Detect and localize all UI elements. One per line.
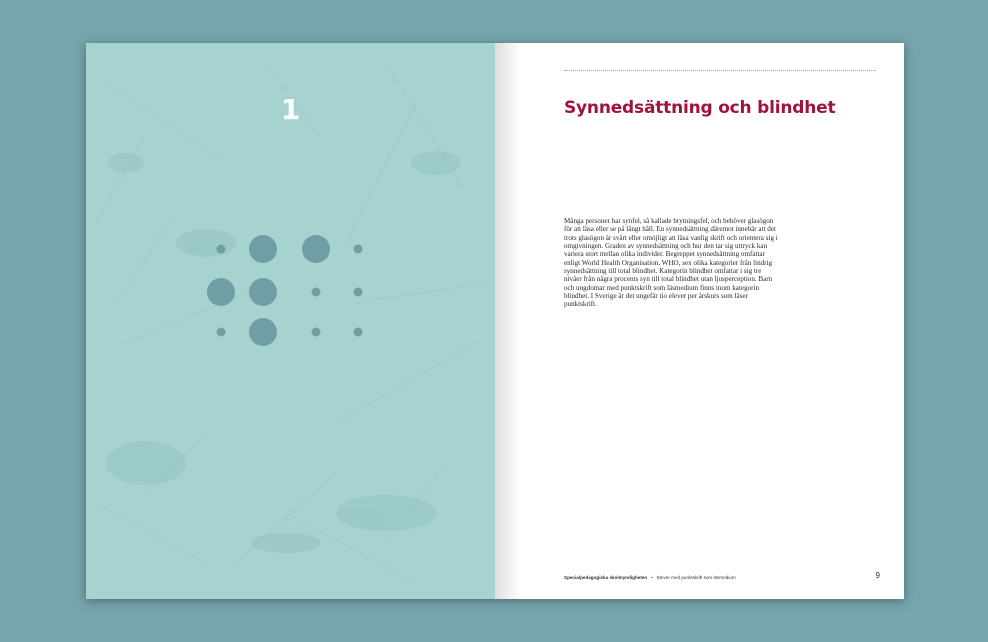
right-page <box>495 43 904 599</box>
braille-dot-1-1 <box>217 245 226 254</box>
braille-dot-1-6 <box>249 318 277 346</box>
book-spread <box>86 43 904 599</box>
braille-dot-1-2 <box>207 278 235 306</box>
page-number: 9 <box>875 571 880 580</box>
chapter-number: 1 <box>280 93 301 126</box>
braille-dot-2-1 <box>302 235 330 263</box>
braille-dot-1-5 <box>249 278 277 306</box>
braille-dot-2-2 <box>312 288 321 297</box>
braille-dot-2-5 <box>354 288 363 297</box>
page-footer <box>564 575 736 580</box>
footer-publisher: Specialpedagogiska skolmyndigheten <box>564 575 648 580</box>
body-paragraph: Många personer har synfel, så kallade brytningsfel, och behöver glasögon för att läsa eller se på långt håll. En synnedsättning däremot innebär att det trots glasögon är svårt eller omöjligt att läsa vanlig skrift och orientera sig i omgivningen. Graden av synnedsättning och hur den tar sig uttryck kan variera stort mellan olika individer. Begreppet synnedsättning omfattar enligt World Health Organisation, WHO, sex olika kategorier från lindrig synnedsättning till total blindhet. Kategorin blindhet omfattar i sig tre nivåer från några procents syn till total blindhet utan ljusperception. Barn och ungdomar med punktskrift som läsmedium finns inom kategorin blindhet. I Sverige är det ungefär tio elever per årskurs som läser punktskrift. <box>564 217 778 309</box>
left-page <box>86 43 495 599</box>
braille-dot-2-6 <box>354 328 363 337</box>
braille-dot-1-3 <box>217 328 226 337</box>
braille-dot-1-4 <box>249 235 277 263</box>
dotted-rule <box>564 70 876 71</box>
page-gutter-shadow <box>495 43 521 599</box>
footer-separator: • <box>651 575 653 580</box>
braille-illustration <box>86 43 495 599</box>
footer-document-title: Elever med punktskrift som läsmedium <box>656 575 736 580</box>
chapter-title: Synnedsättning och blindhet <box>564 98 836 118</box>
braille-dot-2-3 <box>312 328 321 337</box>
braille-dot-2-4 <box>354 245 363 254</box>
